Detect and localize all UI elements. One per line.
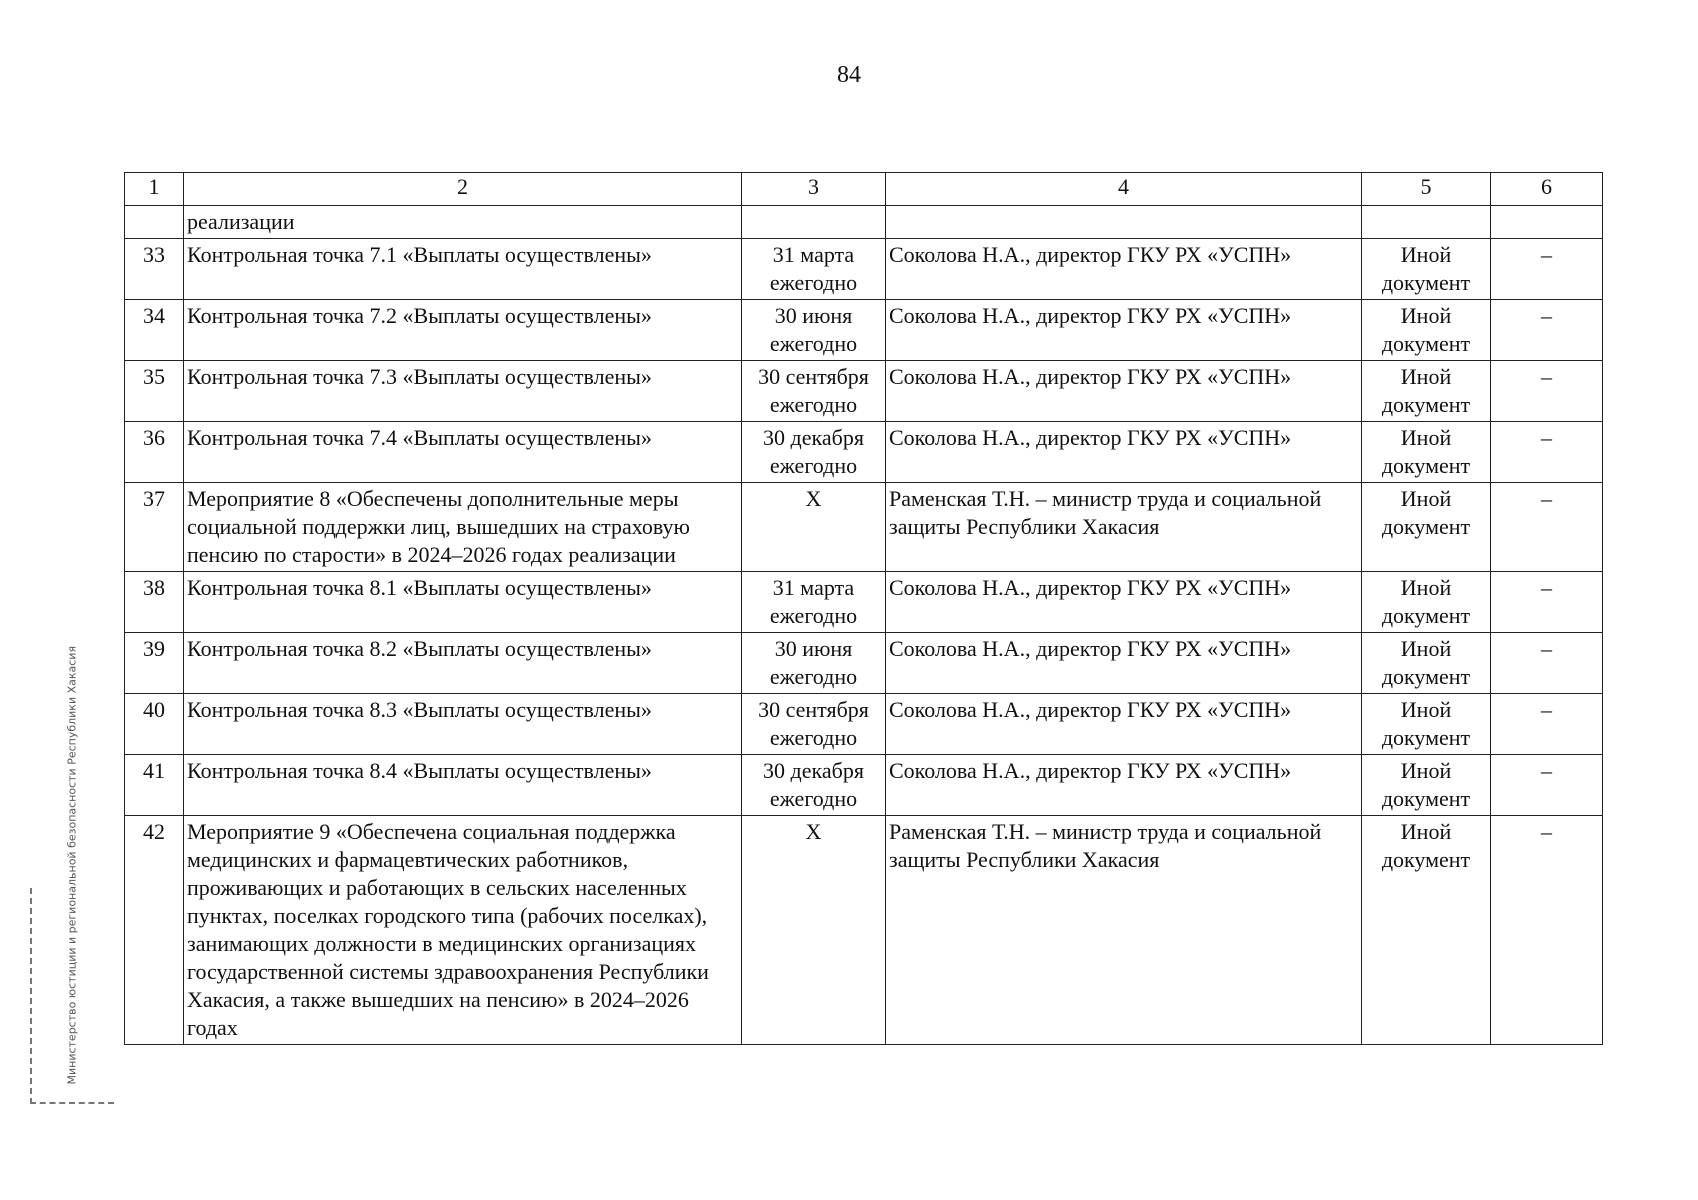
row-deadline: 30 сентября ежегодно bbox=[742, 361, 886, 422]
row-name: Мероприятие 8 «Обеспечены дополнительные меры социальной поддержки лиц, вышедших на страховую пенсию по старости» в 2024–2026 годах реализации bbox=[184, 483, 742, 572]
row-deadline: 31 марта ежегодно bbox=[742, 572, 886, 633]
row-doc-type bbox=[1362, 206, 1491, 239]
row-info: – bbox=[1491, 422, 1603, 483]
row-deadline bbox=[742, 206, 886, 239]
row-name: Контрольная точка 7.3 «Выплаты осуществлены» bbox=[184, 361, 742, 422]
row-number: 36 bbox=[125, 422, 184, 483]
row-responsible: Соколова Н.А., директор ГКУ РХ «УСПН» bbox=[886, 239, 1362, 300]
row-name: реализации bbox=[184, 206, 742, 239]
row-responsible: Раменская Т.Н. – министр труда и социальной защиты Республики Хакасия bbox=[886, 483, 1362, 572]
row-number: 33 bbox=[125, 239, 184, 300]
row-deadline: 30 сентября ежегодно bbox=[742, 694, 886, 755]
row-doc-type: Иной документ bbox=[1362, 633, 1491, 694]
row-doc-type: Иной документ bbox=[1362, 816, 1491, 1045]
row-deadline: 30 декабря ежегодно bbox=[742, 755, 886, 816]
row-deadline: 30 декабря ежегодно bbox=[742, 422, 886, 483]
measures-table bbox=[124, 172, 1603, 1045]
table-row bbox=[125, 483, 1603, 572]
margin-stamp-text: Министерство юстиции и региональной безопасности Республики Хакасия bbox=[65, 645, 79, 1085]
row-number: 34 bbox=[125, 300, 184, 361]
row-responsible bbox=[886, 206, 1362, 239]
row-number: 40 bbox=[125, 694, 184, 755]
row-deadline: X bbox=[742, 816, 886, 1045]
table-row bbox=[125, 239, 1603, 300]
row-number: 35 bbox=[125, 361, 184, 422]
row-name: Контрольная точка 8.1 «Выплаты осуществлены» bbox=[184, 572, 742, 633]
row-info bbox=[1491, 206, 1603, 239]
row-number: 42 bbox=[125, 816, 184, 1045]
row-info: – bbox=[1491, 361, 1603, 422]
row-deadline: 30 июня ежегодно bbox=[742, 633, 886, 694]
row-info: – bbox=[1491, 483, 1603, 572]
table-row bbox=[125, 572, 1603, 633]
row-doc-type: Иной документ bbox=[1362, 422, 1491, 483]
row-name: Мероприятие 9 «Обеспечена социальная поддержка медицинских и фармацевтических работников, проживающих и работающих в сельских населенных пунктах, поселках городского типа (рабочих поселках), занимающих должности в медицинских организациях государственной системы здравоохранения Республики Хакасия, а также вышедших на пенсию» в 2024–2026 годах bbox=[184, 816, 742, 1045]
row-number bbox=[125, 206, 184, 239]
row-number: 41 bbox=[125, 755, 184, 816]
page-number: 84 bbox=[837, 62, 861, 88]
table-row bbox=[125, 694, 1603, 755]
row-responsible: Соколова Н.А., директор ГКУ РХ «УСПН» bbox=[886, 300, 1362, 361]
row-number: 38 bbox=[125, 572, 184, 633]
table-row bbox=[125, 816, 1603, 1045]
table-row bbox=[125, 300, 1603, 361]
row-name: Контрольная точка 8.3 «Выплаты осуществлены» bbox=[184, 694, 742, 755]
row-deadline: 30 июня ежегодно bbox=[742, 300, 886, 361]
row-doc-type: Иной документ bbox=[1362, 361, 1491, 422]
row-doc-type: Иной документ bbox=[1362, 483, 1491, 572]
row-info: – bbox=[1491, 694, 1603, 755]
table-row bbox=[125, 422, 1603, 483]
row-deadline: 31 марта ежегодно bbox=[742, 239, 886, 300]
row-deadline: X bbox=[742, 483, 886, 572]
table-row bbox=[125, 206, 1603, 239]
row-info: – bbox=[1491, 755, 1603, 816]
table-row bbox=[125, 755, 1603, 816]
row-responsible: Соколова Н.А., директор ГКУ РХ «УСПН» bbox=[886, 422, 1362, 483]
header-row bbox=[125, 173, 1603, 206]
row-name: Контрольная точка 7.1 «Выплаты осуществлены» bbox=[184, 239, 742, 300]
row-responsible: Раменская Т.Н. – министр труда и социальной защиты Республики Хакасия bbox=[886, 816, 1362, 1045]
row-responsible: Соколова Н.А., директор ГКУ РХ «УСПН» bbox=[886, 694, 1362, 755]
table-body bbox=[125, 206, 1603, 1045]
row-number: 37 bbox=[125, 483, 184, 572]
row-info: – bbox=[1491, 816, 1603, 1045]
row-doc-type: Иной документ bbox=[1362, 572, 1491, 633]
col-header-3: 3 bbox=[742, 173, 886, 206]
col-header-4: 4 bbox=[886, 173, 1362, 206]
row-doc-type: Иной документ bbox=[1362, 755, 1491, 816]
table-row bbox=[125, 361, 1603, 422]
row-responsible: Соколова Н.А., директор ГКУ РХ «УСПН» bbox=[886, 633, 1362, 694]
table-row bbox=[125, 633, 1603, 694]
col-header-1: 1 bbox=[125, 173, 184, 206]
row-info: – bbox=[1491, 239, 1603, 300]
col-header-2: 2 bbox=[184, 173, 742, 206]
margin-stamp bbox=[30, 645, 114, 1104]
row-responsible: Соколова Н.А., директор ГКУ РХ «УСПН» bbox=[886, 755, 1362, 816]
row-name: Контрольная точка 7.4 «Выплаты осуществлены» bbox=[184, 422, 742, 483]
row-name: Контрольная точка 7.2 «Выплаты осуществлены» bbox=[184, 300, 742, 361]
row-info: – bbox=[1491, 300, 1603, 361]
row-name: Контрольная точка 8.2 «Выплаты осуществлены» bbox=[184, 633, 742, 694]
row-doc-type: Иной документ bbox=[1362, 694, 1491, 755]
row-doc-type: Иной документ bbox=[1362, 300, 1491, 361]
row-doc-type: Иной документ bbox=[1362, 239, 1491, 300]
row-number: 39 bbox=[125, 633, 184, 694]
row-info: – bbox=[1491, 572, 1603, 633]
row-responsible: Соколова Н.А., директор ГКУ РХ «УСПН» bbox=[886, 361, 1362, 422]
col-header-5: 5 bbox=[1362, 173, 1491, 206]
row-responsible: Соколова Н.А., директор ГКУ РХ «УСПН» bbox=[886, 572, 1362, 633]
row-name: Контрольная точка 8.4 «Выплаты осуществлены» bbox=[184, 755, 742, 816]
col-header-6: 6 bbox=[1491, 173, 1603, 206]
row-info: – bbox=[1491, 633, 1603, 694]
